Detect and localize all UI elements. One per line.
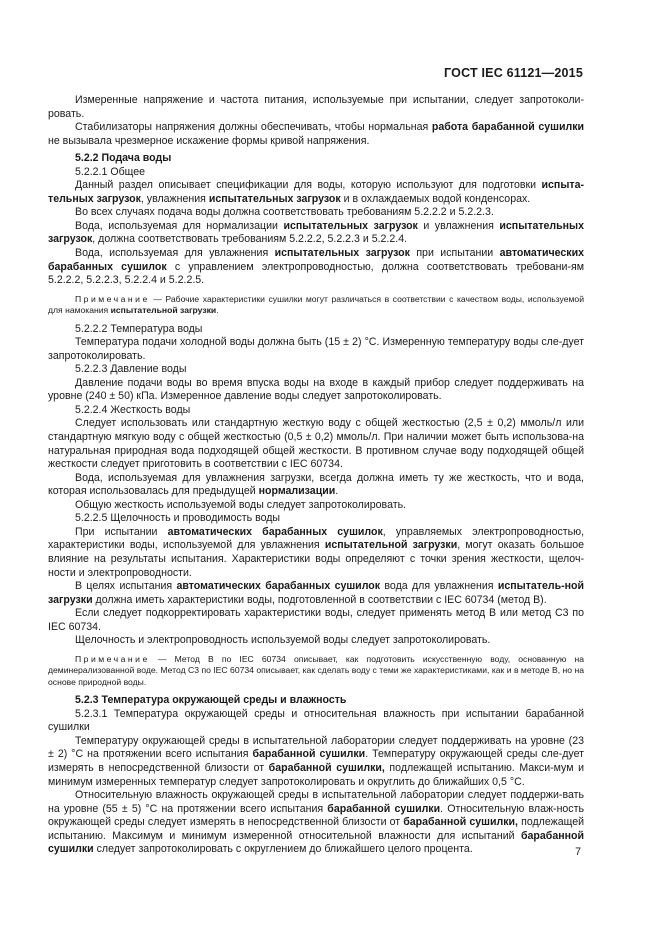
paragraph: Следует использовать или стандартную жесткую воду с общей жесткостью (2,5 ± 0,2) ммоль/л или стандартную мягкую воду с общей жесткостью (0,5 ± 0,2) ммоль/л. При наличии может быть использова-на натуральная природная вода подходящей общей жесткости. В противном случае воду подходящей общей жесткости следует приготовить в соответствии с IEC 60734. [48,417,584,471]
paragraph: Измеренные напряжение и частота питания, используемые при испытании, следует запротоколи-ровать. [48,94,584,120]
paragraph: Щелочность и электропроводность используемой воды следует запротоколировать. [75,634,491,647]
paragraph: Общую жесткость используемой воды следует запротоколировать. [75,498,407,511]
paragraph: Относительную влажность окружающей среды в испытательной лаборатории следует поддержи-вать на уровне (55 ± 5) °C на протяжении всего испытания барабанной сушилки. Относительную влаж-ность окружающей среды следует измерять в непосредственной близости от барабанной сушилки, подлежащей испытанию. Максимум и минимум измеренной относительной влажности для испытаний барабанной сушилки следует запротоколировать с округлением до ближайшего целого процента. [48,789,585,856]
paragraph: Давление подачи воды во время впуска воды на входе в каждый прибор следует поддерживать на уровне (240 ± 50) кПа. Измеренное давление воды следует запротоколировать. [48,376,584,403]
document-body [48,94,584,857]
paragraph: Вода, используемая для увлажнения загрузки, всегда должна иметь ту же жесткость, что и вода, которая использовалась для предыдущей нормализации. [48,471,584,498]
paragraph: Стабилизаторы напряжения должны обеспечивать, чтобы нормальная работа барабанной сушилки не вызывала чрезмерное искажение формы кривой напряжения. [48,121,585,147]
paragraph: При испытании автоматических барабанных сушилок, управляемых электропроводностью, характеристики воды, используемой для увлажнения испытательной загрузки, могут оказать большое влияние на результаты испытания. Характеристики воды определяют с точки зрения жесткости, щелоч-ности и электропроводности. [48,525,585,579]
paragraph: Если следует подкорректировать характеристики воды, следует применять метод В или метод С3 по IEC 60734. [48,607,584,633]
section-heading: 5.2.2 Подача воды [75,152,172,165]
subsection-heading: 5.2.2.3 Давление воды [75,363,187,376]
subsection-heading: 5.2.2.4 Жесткость воды [75,403,191,416]
note-label: Примечание [75,653,150,664]
note: Примечание — Метод В по IEC 60734 описывает, как подготовить искусственную воду, основанную на деминерализованной воде. Метод С3 по IEC 60734 описывает, как сделать воду с теми же характеристиками, как и в методе В, но на основе природной воды. [48,653,584,687]
subsection-heading: 5.2.3.1 Температура окружающей среды и относительная влажность при испытании барабанной сушилки [48,707,584,734]
section-heading: 5.2.3 Температура окружающей среды и влажность [75,694,347,707]
paragraph: В целях испытания автоматических барабанных сушилок вода для увлажнения испытатель-ной загрузки должна иметь характеристики воды, подготовленной в соответствии с IEC 60734 (метод В). [48,580,585,606]
subsection-heading: 5.2.2.2 Температура воды [75,322,203,335]
paragraph: Температура подачи холодной воды должна быть (15 ± 2) °C. Измеренную температуру воды сле-дует запротоколировать. [48,336,584,362]
note-label: Примечание [75,293,150,304]
note: Примечание — Рабочие характеристики сушилки могут различаться в соответствии с качеством воды, используемой для намокания испытательной загрузки. [48,293,584,316]
paragraph: Вода, используемая для увлажнения испытательных загрузок при испытании автоматических барабанных сушилок с управлением электропроводностью, должна соответствовать требовани-ям 5.2.2.2, 5.2.2.3, 5.2.2.4 и 5.2.2.5. [48,247,584,287]
document-id-header: ГОСТ IEC 61121—2015 [444,66,583,80]
paragraph: Вода, используемая для нормализации испытательных загрузок и увлажнения испытательных загрузок, должна соответствовать требованиям 5.2.2.2, 5.2.2.3 и 5.2.2.4. [48,219,584,246]
paragraph: Данный раздел описывает спецификации для воды, которую используют для подготовки испыта-тельных загрузок, увлажнения испытательных загрузок и в охлаждаемых водой конденсорах. [48,179,584,205]
page-number: 7 [575,846,581,858]
subsection-heading: 5.2.2.1 Общее [75,165,146,178]
paragraph: Во всех случаях подача воды должна соответствовать требованиям 5.2.2.2 и 5.2.2.3. [75,206,494,219]
paragraph: Температуру окружающей среды в испытательной лаборатории следует поддерживать на уровне (23 ± 2) °C на протяжении всего испытания барабанной сушилки. Температуру окружающей среды сле-дует измерять в непосредственной близости от барабанной сушилки, подлежащей испытанию. Макси-мум и минимум измеренных температур следует запротоколировать и округлить до ближайших 0,5 °C. [48,734,585,788]
subsection-heading: 5.2.2.5 Щелочность и проводимость воды [75,512,281,525]
